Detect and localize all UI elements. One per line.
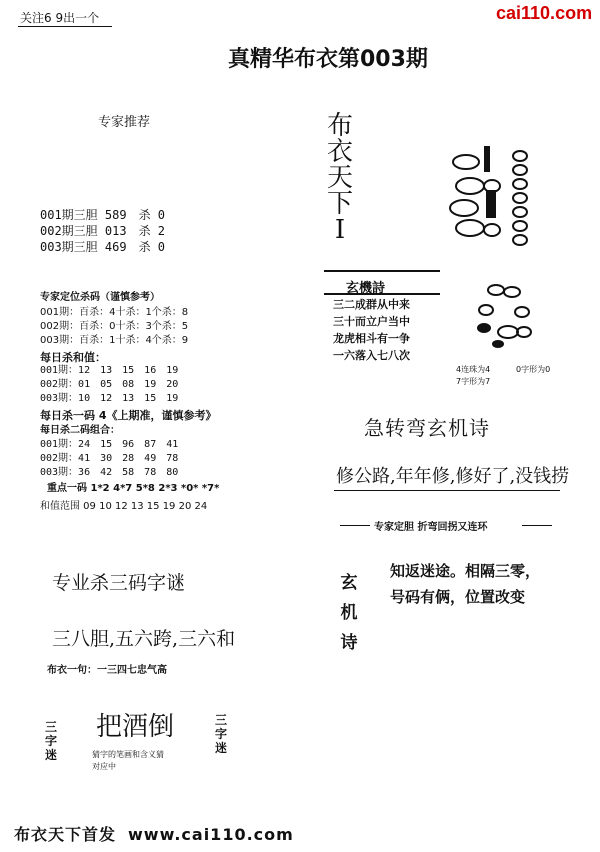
site-logo[interactable]: cai110.com xyxy=(496,3,593,23)
bead-figure-image xyxy=(436,144,536,248)
page-title: 真精华布衣第003期 xyxy=(228,47,428,72)
daily-two-heading: 每日杀二码组合： xyxy=(40,425,120,436)
xuanji-vertical xyxy=(339,568,359,658)
expert-row: 001期三胆 589 杀 0 xyxy=(40,208,166,222)
vertical-char: 布 xyxy=(326,111,353,141)
xuanji-poem-title: 玄機詩 xyxy=(346,281,386,296)
pic-caption-a: 4连珠为4 xyxy=(456,365,491,374)
key-kill: 重点一码 1*2 4*7 5*8 2*3 *0* *7* xyxy=(47,483,220,494)
expert-row: 003期三胆 469 杀 0 xyxy=(40,240,166,254)
riddle-right-char: 迷 xyxy=(214,741,227,755)
position-kill-row: 002期：百杀：0十杀：3个杀：5 xyxy=(40,321,189,332)
riddle-note xyxy=(92,749,164,773)
vertical-char: 下 xyxy=(326,189,353,219)
expert-fixed-rule-right xyxy=(522,525,552,526)
vertical-char: 诗 xyxy=(340,633,358,653)
pic-caption-c: 7字形为7 xyxy=(456,377,491,386)
riddle-left-char: 字 xyxy=(44,734,57,748)
daily-one-heading: 每日杀一码 4《上期准，谨慎参考》 xyxy=(40,409,217,422)
vertical-char: I xyxy=(334,215,346,245)
position-kill-row: 001期：百杀：4十杀：1个杀：8 xyxy=(40,307,189,318)
daily-sum-list xyxy=(40,364,178,406)
pic-caption-b: 0字形为0 xyxy=(516,365,551,374)
footer-brand: 布衣天下首发 xyxy=(14,825,117,844)
buyi-sentence: 布衣一句：一三四七忠气高 xyxy=(47,665,167,676)
vertical-char: 机 xyxy=(340,603,358,623)
xuanji-text xyxy=(390,558,540,610)
riddle-right-char: 三 xyxy=(214,713,227,727)
daily-two-row: 001期：24 15 96 87 41 xyxy=(40,439,179,450)
vertical-char: 玄 xyxy=(340,573,358,593)
follow-note: 关注6 9出一个 xyxy=(20,11,100,25)
kill-three-heading: 专业杀三码字谜 xyxy=(52,572,186,594)
vertical-char: 衣 xyxy=(326,137,353,167)
expert-fixed: 专家定胆 折弯回拐又连环 xyxy=(374,522,488,533)
footer xyxy=(14,822,306,845)
vertical-char: 天 xyxy=(326,163,353,193)
riddle-note-line: 猜字的笔画和含义猜 xyxy=(92,750,164,759)
xuanji-text-line: 号码有俩，位置改变 xyxy=(390,588,526,606)
xiugong-underline xyxy=(334,490,560,491)
position-kill-heading: 专家定位杀码（谨慎参考） xyxy=(40,292,160,303)
daily-two-list xyxy=(40,438,178,480)
follow-note-underline xyxy=(18,26,112,27)
expert-row: 002期三胆 013 杀 2 xyxy=(40,224,166,238)
xuanji-poem xyxy=(333,296,410,364)
riddle-right-char: 字 xyxy=(214,727,227,741)
daily-sum-row: 003期：10 12 13 15 19 xyxy=(40,393,179,404)
position-kill-row: 003期：百杀：1十杀：4个杀：9 xyxy=(40,335,189,346)
daily-sum-row: 002期：01 05 08 19 20 xyxy=(40,379,179,390)
expert-heading: 专家推荐 xyxy=(98,115,151,130)
expert-list xyxy=(40,207,165,255)
poem-line: 龙虎相斗有一争 xyxy=(333,332,410,345)
riddle-main: 把酒倒 xyxy=(96,712,175,742)
riddle-right-label xyxy=(214,713,228,755)
daily-sum-heading: 每日杀和值： xyxy=(40,351,106,364)
riddle-left-char: 三 xyxy=(44,720,57,734)
zero-beads-image xyxy=(472,282,536,352)
sandan-line: 三八胆,五六跨,三六和 xyxy=(52,628,236,650)
daily-two-row: 002期：41 30 28 49 78 xyxy=(40,453,179,464)
footer-url[interactable]: www.cai110.com xyxy=(128,825,294,844)
daily-two-row: 003期：36 42 58 78 80 xyxy=(40,467,179,478)
sum-range: 和值范围 09 10 12 13 15 19 20 24 xyxy=(40,501,208,512)
turn-poem-heading: 急转弯玄机诗 xyxy=(364,416,490,440)
poem-divider-top xyxy=(324,270,440,272)
daily-sum-row: 001期：12 13 15 16 19 xyxy=(40,365,179,376)
poem-line: 三二成群从中来 xyxy=(333,298,410,311)
expert-fixed-rule-left xyxy=(340,525,370,526)
buyi-tianxia-title xyxy=(324,113,356,243)
position-kill-list xyxy=(40,306,188,348)
riddle-note-line: 对应中 xyxy=(92,762,116,771)
riddle-left-char: 迷 xyxy=(44,748,57,762)
xiugong-line: 修公路,年年修,修好了,没钱捞 xyxy=(336,466,570,487)
riddle-left-label xyxy=(44,720,58,762)
poem-divider xyxy=(324,293,440,295)
xuanji-text-line: 知返迷途。相隔三零， xyxy=(390,562,541,580)
poem-line: 一六落入七八次 xyxy=(333,349,410,362)
poem-line: 三十而立户当中 xyxy=(333,315,410,328)
